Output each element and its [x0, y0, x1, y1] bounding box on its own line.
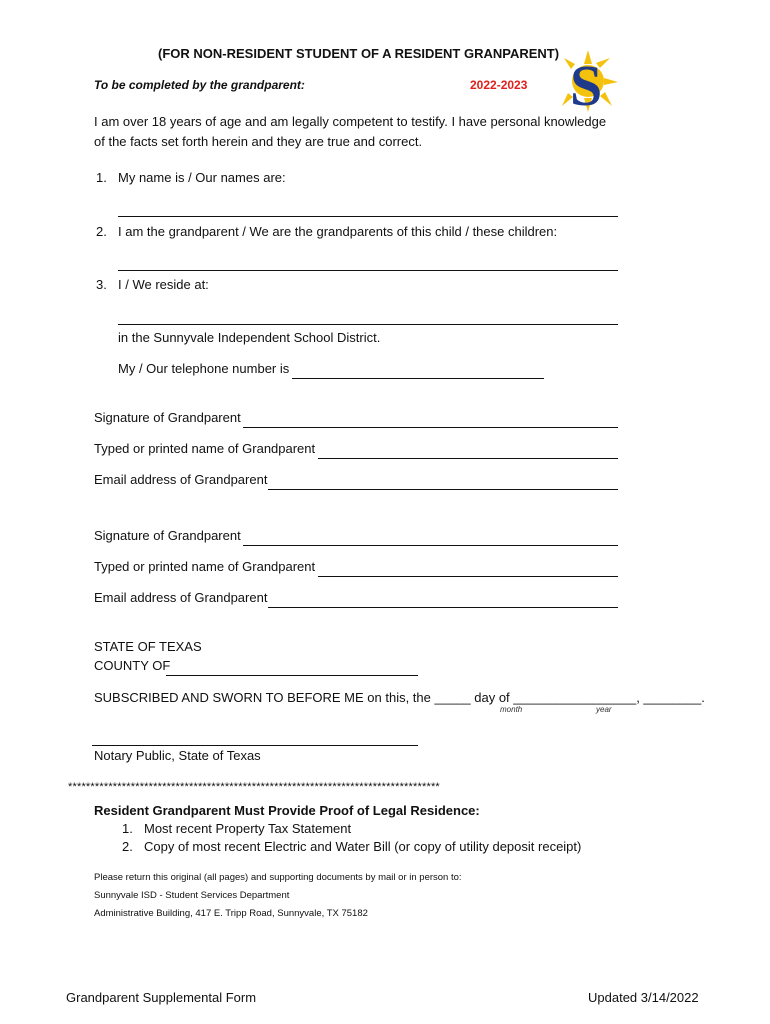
email-label: Email address of Grandparent [94, 590, 268, 605]
residence-field[interactable] [118, 324, 618, 325]
notary-label: Notary Public, State of Texas [94, 748, 261, 763]
phone-label: My / Our telephone number is [118, 361, 290, 376]
signature-field[interactable] [243, 427, 618, 428]
form-title: (FOR NON-RESIDENT STUDENT OF A RESIDENT GRANPARENT) [158, 46, 560, 61]
proof-item-tax: Most recent Property Tax Statement [144, 821, 352, 836]
return-address: Administrative Building, 417 E. Tripp Road, Sunnyvale, TX 75182 [94, 908, 368, 919]
item-number: 3. [96, 277, 107, 292]
printed-name-field[interactable] [318, 458, 618, 459]
school-year: 2022-2023 [470, 78, 528, 92]
item-label-residence: I / We reside at: [118, 277, 209, 292]
email-label: Email address of Grandparent [94, 472, 268, 487]
email-field[interactable] [268, 607, 618, 608]
item-label-names: My name is / Our names are: [118, 170, 286, 185]
phone-field[interactable] [292, 378, 544, 379]
proof-title: Resident Grandparent Must Provide Proof of Legal Residence: [94, 803, 480, 818]
footer-updated: Updated 3/14/2022 [588, 990, 699, 1005]
signature-label: Signature of Grandparent [94, 528, 241, 543]
signature-label: Signature of Grandparent [94, 410, 241, 425]
sworn-statement: SUBSCRIBED AND SWORN TO BEFORE ME on this, the _____ day of _________________, ________. [94, 690, 705, 705]
item-label-children: I am the grandparent / We are the grandparents of this child / these children: [118, 224, 558, 239]
names-field[interactable] [118, 216, 618, 217]
printed-name-label: Typed or printed name of Grandparent [94, 441, 316, 456]
printed-name-field[interactable] [318, 576, 618, 577]
month-hint: month [500, 705, 523, 714]
item-number: 1. [96, 170, 107, 185]
return-instructions: Please return this original (all pages) and supporting documents by mail or in person to: [94, 872, 462, 883]
item-number: 2. [96, 224, 107, 239]
year-hint: year [596, 705, 612, 714]
return-department: Sunnyvale ISD - Student Services Department [94, 890, 290, 901]
signature-field[interactable] [243, 545, 618, 546]
county-field[interactable] [166, 675, 418, 676]
proof-number: 1. [122, 821, 133, 836]
proof-number: 2. [122, 839, 133, 854]
sunnyvale-logo [548, 50, 618, 112]
district-text: in the Sunnyvale Independent School District. [118, 330, 381, 345]
logo-letter: S [570, 53, 603, 112]
children-field[interactable] [118, 270, 618, 271]
proof-item-bill: Copy of most recent Electric and Water Bill (or copy of utility deposit receipt) [144, 839, 582, 854]
state-label: STATE OF TEXAS [94, 639, 202, 654]
intro-statement: I am over 18 years of age and am legally competent to testify. I have personal knowledge of the facts set forth herein and they are true and correct. [94, 114, 607, 149]
form-subtitle: To be completed by the grandparent: [94, 78, 305, 92]
footer-form-name: Grandparent Supplemental Form [66, 990, 257, 1005]
star-divider: *********************************************************************************** [68, 781, 440, 793]
county-label: COUNTY OF [94, 658, 171, 673]
email-field[interactable] [268, 489, 618, 490]
printed-name-label: Typed or printed name of Grandparent [94, 559, 316, 574]
